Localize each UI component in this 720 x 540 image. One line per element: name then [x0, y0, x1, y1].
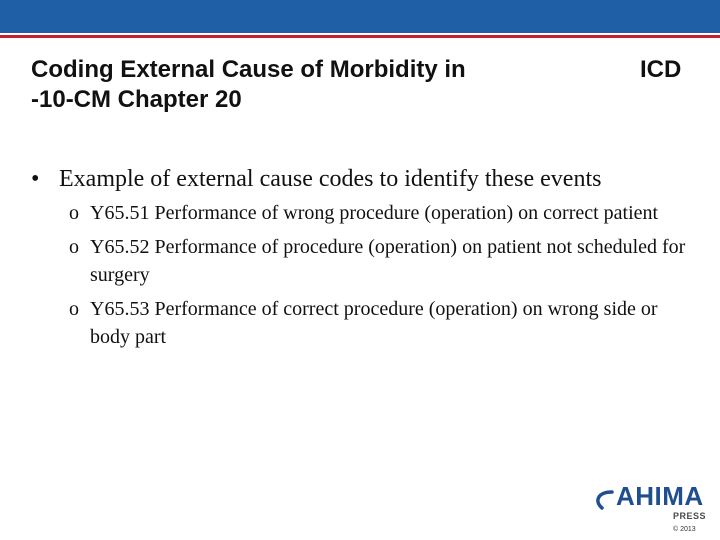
sub-bullet-text: Y65.51 Performance of wrong procedure (operation) on correct patient	[90, 202, 659, 224]
bullet-text: Example of external cause codes to identify these events	[59, 166, 602, 192]
sub-bullet-marker: o	[69, 202, 79, 224]
slide-body	[31, 163, 701, 357]
logo-swoosh-icon	[592, 489, 616, 511]
sub-bullet-marker: o	[69, 297, 79, 320]
sub-bullet-item	[69, 199, 701, 228]
slide-title-suffix: ICD	[640, 56, 682, 83]
slide-title-text-1: Coding External Cause of Morbidity in	[31, 56, 466, 83]
sub-bullet-item	[69, 295, 701, 352]
logo-subtext: PRESS	[673, 511, 707, 521]
sub-bullet-text: Y65.52 Performance of procedure (operation) on patient not scheduled for surgery	[90, 235, 686, 286]
sub-bullet-text: Y65.53 Performance of correct procedure (operation) on wrong side or body part	[90, 297, 658, 348]
ahima-press-logo	[596, 481, 706, 537]
header-bar	[0, 0, 720, 33]
slide-title-line-1	[31, 55, 691, 85]
sub-bullet-marker: o	[69, 235, 79, 258]
bullet-item	[31, 163, 701, 195]
sub-bullet-list	[69, 199, 701, 352]
logo-text: AHIMA	[616, 481, 704, 511]
header-accent-rule	[0, 35, 720, 38]
slide-title-line-2: -10-CM Chapter 20	[31, 86, 242, 113]
copyright-notice: © 2013	[673, 526, 696, 533]
slide-title	[31, 55, 691, 115]
bullet-marker: •	[31, 166, 40, 192]
sub-bullet-item	[69, 233, 701, 290]
